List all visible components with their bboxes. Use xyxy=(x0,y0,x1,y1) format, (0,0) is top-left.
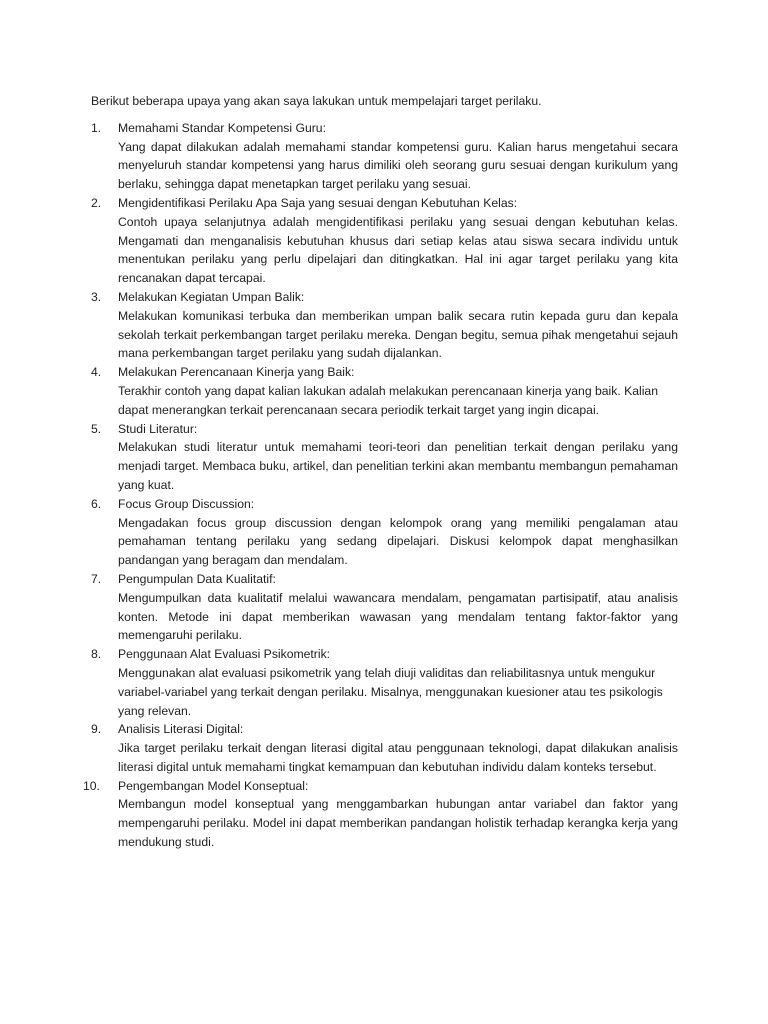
list-item xyxy=(91,570,678,645)
item-number: 4. xyxy=(91,365,102,380)
intro-paragraph: Berikut beberapa upaya yang akan saya lakukan untuk mempelajari target perilaku. xyxy=(91,94,542,108)
item-title: Mengidentifikasi Perilaku Apa Saja yang sesuai dengan Kebutuhan Kelas: xyxy=(118,195,518,210)
item-body: Membangun model konseptual yang menggambarkan hubungan antar variabel dan faktor yang mempengaruhi perilaku. Model ini dapat memberikan pandangan holistik terhadap kerangka kerja yang mendukung studi. xyxy=(118,797,678,850)
list-item xyxy=(91,363,678,419)
item-number: 9. xyxy=(91,722,102,737)
item-title: Pengembangan Model Konseptual: xyxy=(118,778,309,793)
item-body: Jika target perilaku terkait dengan literasi digital atau penggunaan teknologi, dapat dilakukan analisis literasi digital untuk memahami tingkat kemampuan dan kebutuhan individu dalam konteks tersebut. xyxy=(118,741,678,774)
item-number: 3. xyxy=(91,289,102,304)
list-item xyxy=(91,119,678,194)
list-item xyxy=(91,288,678,363)
item-body: Contoh upaya selanjutnya adalah mengidentifikasi perilaku yang sesuai dengan kebutuhan kelas. Mengamati dan menganalisis kebutuhan khusus dari setiap kelas atau siswa secara individu untuk menentukan perilaku yang perlu dipelajari dan ditingkatkan. Hal ini agar target perilaku yang kita rencanakan dapat tercapai. xyxy=(118,214,678,286)
list-item xyxy=(91,420,678,495)
item-body: Yang dapat dilakukan adalah memahami standar kompetensi guru. Kalian harus mengetahui secara menyeluruh standar kompetensi yang harus dimiliki oleh seorang guru sesuai dengan kurikulum yang berlaku, sehingga dapat menetapkan target perilaku yang sesuai. xyxy=(118,139,678,192)
item-body: Melakukan studi literatur untuk memahami teori-teori dan penelitian terkait dengan perilaku yang menjadi target. Membaca buku, artikel, dan penelitian terkini akan membantu membangun pemahaman yang kuat. xyxy=(118,440,678,492)
item-number: 5. xyxy=(91,421,102,436)
list-item xyxy=(83,777,678,852)
item-title: Focus Group Discussion: xyxy=(118,496,255,511)
item-title: Analisis Literasi Digital: xyxy=(118,722,244,737)
item-title: Pengumpulan Data Kualitatif: xyxy=(118,571,276,586)
list-item xyxy=(91,495,678,570)
item-number: 2. xyxy=(91,195,102,210)
item-title: Memahami Standar Kompetensi Guru: xyxy=(118,120,326,135)
list-item xyxy=(91,645,678,720)
item-title: Penggunaan Alat Evaluasi Psikometrik: xyxy=(118,647,331,662)
list-item xyxy=(91,720,678,776)
numbered-list xyxy=(83,119,678,852)
list-item xyxy=(91,194,678,288)
item-body: Menggunakan alat evaluasi psikometrik yang telah diuji validitas dan reliabilitasnya untuk mengukur variabel-variabel yang terkait dengan perilaku. Misalnya, menggunakan kuesioner atau tes psikologis yang relevan. xyxy=(118,665,663,718)
item-number: 7. xyxy=(91,571,102,586)
item-number: 10. xyxy=(83,778,100,793)
item-title: Studi Literatur: xyxy=(118,421,198,436)
item-body: Mengadakan focus group discussion dengan kelompok orang yang memiliki pengalaman atau pemahaman tentang perilaku yang sedang dipelajari. Diskusi kelompok dapat menghasilkan pandangan yang beragam dan mendalam. xyxy=(118,515,678,568)
item-title: Melakukan Perencanaan Kinerja yang Baik: xyxy=(118,365,355,380)
document-content xyxy=(83,92,678,852)
item-body: Mengumpulkan data kualitatif melalui wawancara mendalam, pengamatan partisipatif, atau analisis konten. Metode ini dapat memberikan wawasan yang mendalam tentang faktor-faktor yang memengaruhi perilaku. xyxy=(118,590,678,643)
item-body: Terakhir contoh yang dapat kalian lakukan adalah melakukan perencanaan kinerja yang baik. Kalian dapat menerangkan terkait perencanaan secara periodik terkait target yang ingin dicapai. xyxy=(118,383,658,417)
item-number: 6. xyxy=(91,496,102,511)
item-number: 1. xyxy=(91,120,102,135)
item-title: Melakukan Kegiatan Umpan Balik: xyxy=(118,289,305,304)
item-number: 8. xyxy=(91,647,102,662)
item-body: Melakukan komunikasi terbuka dan memberikan umpan balik secara rutin kepada guru dan kepala sekolah terkait perkembangan target perilaku mereka. Dengan begitu, semua pihak mengetahui sejauh mana perkembangan target perilaku yang sudah dijalankan. xyxy=(118,308,678,361)
